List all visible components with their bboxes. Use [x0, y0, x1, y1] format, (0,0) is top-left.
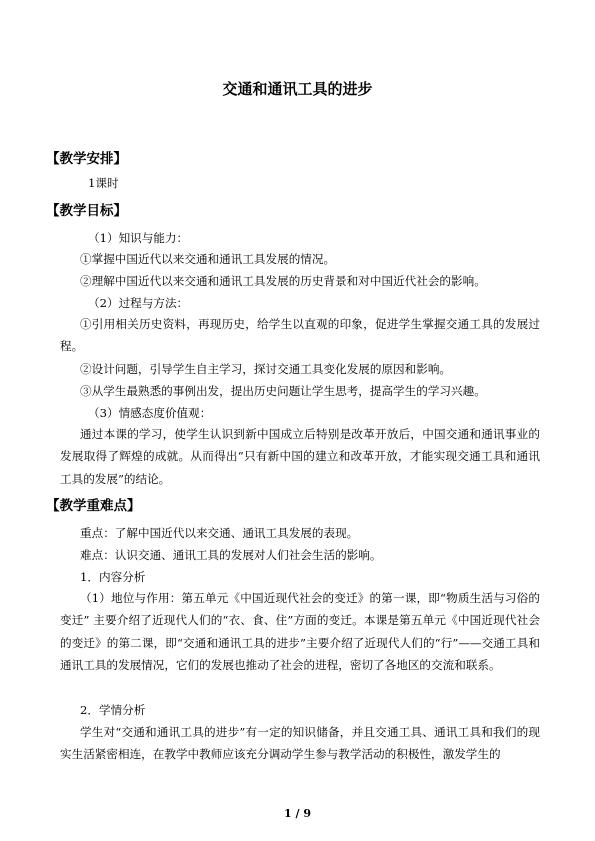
process-item-1: ①引用相关历史资料，再现历史，给学生以直观的印象，促进学生掌握交通工具的发展过程。 — [60, 317, 540, 354]
emotion-paragraph: 通过本课的学习，使学生认识到新中国成立后特别是改革开放后，中国交通和通讯事业的发展取得了辉煌的成就。从而得出“只有新中国的建立和改革开放，才能实现交通工具和通讯工具的发展”的结论。 — [60, 427, 540, 486]
difficult-point: 难点：认识交通、通讯工具的发展对人们社会生活的影响。 — [80, 548, 382, 562]
process-item-3: ③从学生最熟悉的事例出发，提出历史问题让学生思考，提高学生的学习兴趣。 — [80, 384, 486, 398]
knowledge-title: （1）知识与能力： — [88, 231, 189, 245]
key-point: 重点：了解中国近代以来交通、通讯工具发展的表现。 — [80, 526, 359, 540]
document-title: 交通和通讯工具的进步 — [222, 80, 373, 98]
process-item-2: ②设计问题，引导学生自主学习，探讨交通工具变化发展的原因和影响。 — [80, 362, 452, 376]
content-analysis-paragraph: （1）地位与作用：第五单元《中国近现代社会的变迁》的第一课，即“物质生活与习俗的变迁” 主要介绍了近现代人们的“衣、食、住”方面的变迁。本课是第五单元《中国近现代社会的变迁》的第二课，即“交通和通讯工具的进步”主要介绍了近现代人们的“行”——交通工具和通讯工具的发展情况，它们的发展也推动了社会的进程，密切了各地区的交流和联系。 — [60, 591, 540, 673]
knowledge-item-1: ①掌握中国近代以来交通和通讯工具发展的情况。 — [80, 252, 336, 266]
heading-goals: 【教学目标】 — [46, 203, 127, 219]
student-analysis-title: 2．学情分析 — [80, 703, 146, 717]
student-analysis-paragraph: 学生对“交通和通讯工具的进步”有一定的知识储备，并且交通工具、通讯工具和我们的现实生活紧密相连，在教学中教师应该充分调动学生参与教学活动的积极性，激发学生的 — [60, 725, 540, 762]
heading-keypoints: 【教学重难点】 — [46, 498, 141, 514]
emotion-title: （3）情感态度价值观： — [88, 406, 212, 420]
process-title: （2）过程与方法： — [88, 296, 189, 310]
arrangement-content: 1课时 — [88, 176, 119, 190]
content-analysis-title: 1．内容分析 — [80, 570, 146, 584]
heading-arrangement: 【教学安排】 — [46, 151, 127, 167]
page-number: 1 / 9 — [284, 807, 311, 820]
knowledge-item-2: ②理解中国近代以来交通和通讯工具发展的历史背景和对中国近代社会的影响。 — [80, 274, 486, 288]
